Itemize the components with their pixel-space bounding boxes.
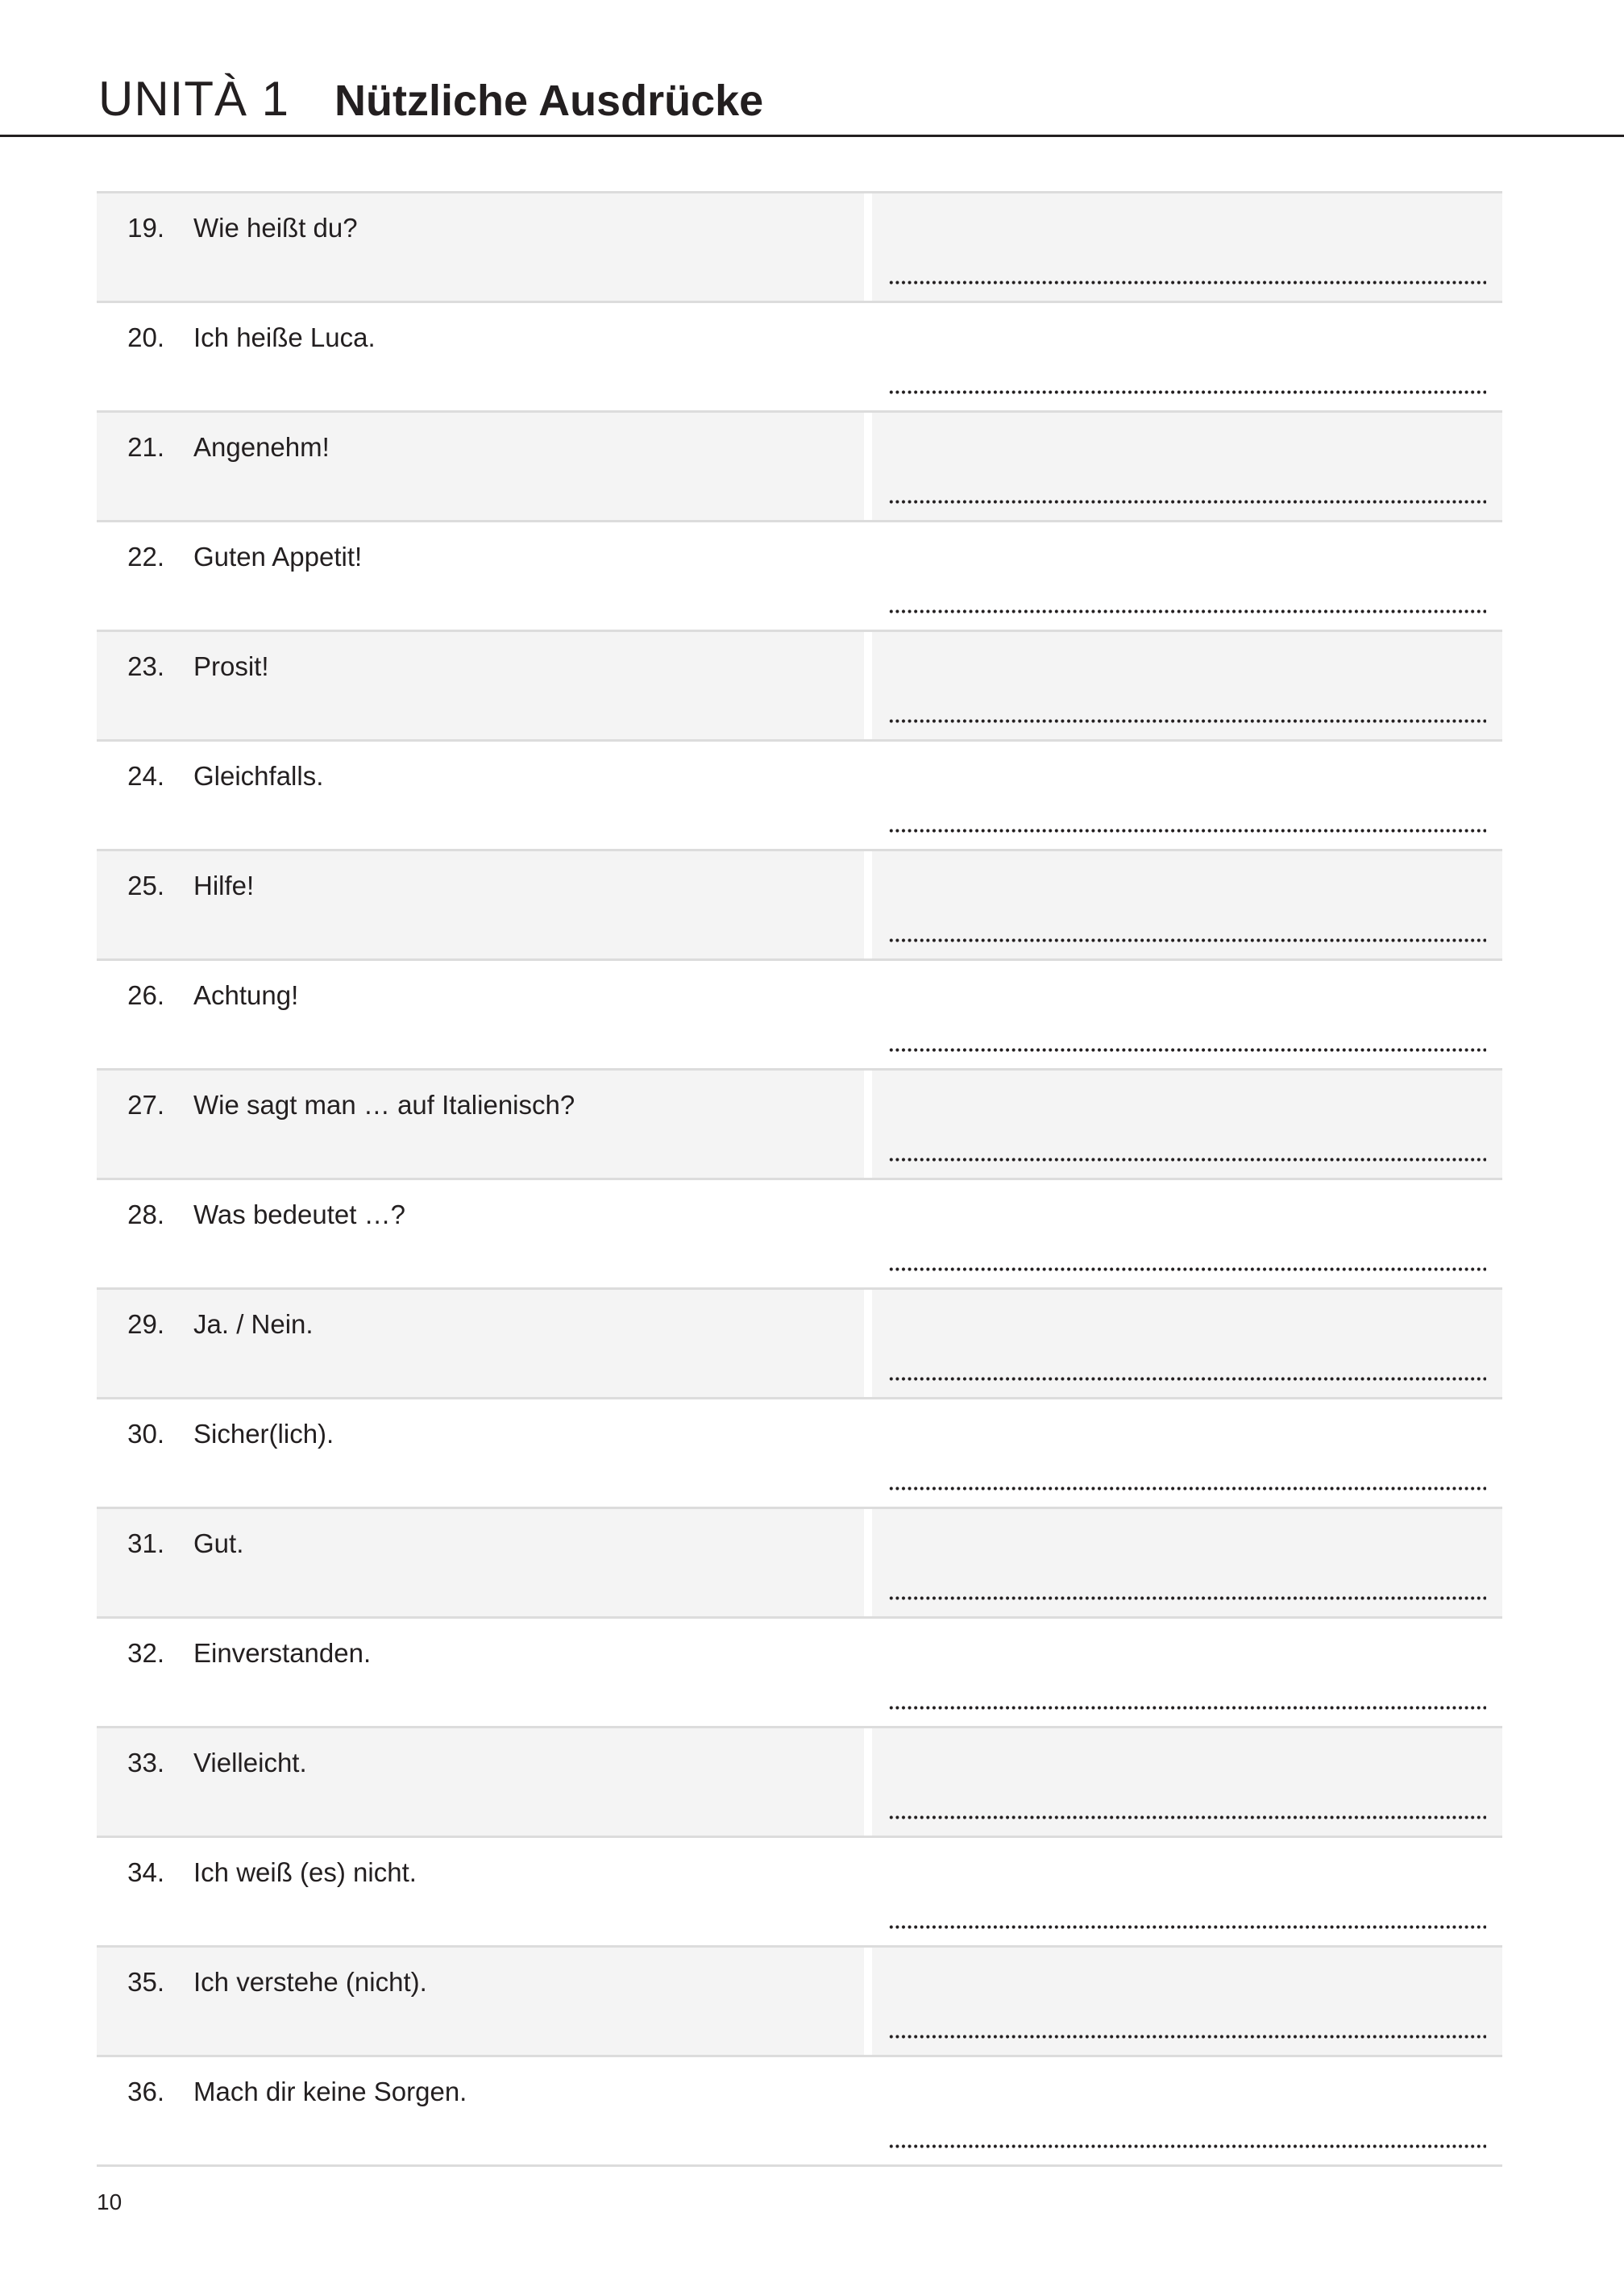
column-gap: [864, 1948, 872, 2055]
answer-dotted-line[interactable]: [888, 1377, 1486, 1381]
phrase-cell: [97, 413, 864, 520]
answer-dotted-line[interactable]: [888, 2144, 1486, 2148]
phrase-cell: [97, 1399, 864, 1507]
table-row: [97, 1948, 1502, 2057]
table-row: [97, 2057, 1502, 2167]
table-row: [97, 1728, 1502, 1838]
table-row: [97, 1071, 1502, 1180]
translation-cell[interactable]: [872, 742, 1502, 849]
row-number: 27.: [127, 1090, 164, 1120]
answer-dotted-line[interactable]: [888, 1158, 1486, 1162]
row-number: 24.: [127, 761, 164, 791]
table-row: [97, 1619, 1502, 1728]
phrase-cell: [97, 1838, 864, 1945]
answer-dotted-line[interactable]: [888, 1267, 1486, 1271]
german-phrase: Prosit!: [193, 651, 269, 681]
unit-label: UNITÀ 1: [98, 72, 290, 126]
column-gap: [864, 1509, 872, 1616]
column-gap: [864, 1071, 872, 1178]
translation-cell[interactable]: [872, 1399, 1502, 1507]
translation-cell[interactable]: [872, 1509, 1502, 1616]
row-number: 29.: [127, 1309, 164, 1339]
translation-cell[interactable]: [872, 1290, 1502, 1397]
row-number: 35.: [127, 1967, 164, 1997]
phrase-cell: [97, 851, 864, 958]
phrase-cell: [97, 1509, 864, 1616]
answer-dotted-line[interactable]: [888, 719, 1486, 723]
translation-cell[interactable]: [872, 413, 1502, 520]
translation-cell[interactable]: [872, 961, 1502, 1068]
page-header: [98, 71, 763, 127]
table-row: [97, 961, 1502, 1071]
translation-cell[interactable]: [872, 851, 1502, 958]
table-row: [97, 1399, 1502, 1509]
german-phrase: Ich heiße Luca.: [193, 322, 376, 352]
row-number: 22.: [127, 542, 164, 572]
row-number: 28.: [127, 1200, 164, 1229]
phrase-cell: [97, 632, 864, 739]
row-number: 31.: [127, 1528, 164, 1558]
answer-dotted-line[interactable]: [888, 390, 1486, 394]
answer-dotted-line[interactable]: [888, 829, 1486, 833]
row-number: 21.: [127, 432, 164, 462]
phrase-cell: [97, 1728, 864, 1836]
column-gap: [864, 193, 872, 301]
answer-dotted-line[interactable]: [888, 938, 1486, 942]
translation-cell[interactable]: [872, 1180, 1502, 1287]
phrase-table: [97, 191, 1502, 2167]
translation-cell[interactable]: [872, 1948, 1502, 2055]
translation-cell[interactable]: [872, 2057, 1502, 2164]
row-number: 34.: [127, 1857, 164, 1887]
column-gap: [864, 413, 872, 520]
translation-cell[interactable]: [872, 1838, 1502, 1945]
translation-cell[interactable]: [872, 522, 1502, 630]
translation-cell[interactable]: [872, 632, 1502, 739]
phrase-cell: [97, 961, 864, 1068]
phrase-cell: [97, 1071, 864, 1178]
column-gap: [864, 1399, 872, 1507]
table-row: [97, 742, 1502, 851]
german-phrase: Guten Appetit!: [193, 542, 363, 572]
column-gap: [864, 303, 872, 410]
column-gap: [864, 2057, 872, 2164]
german-phrase: Mach dir keine Sorgen.: [193, 2077, 467, 2106]
row-number: 20.: [127, 322, 164, 352]
phrase-cell: [97, 1619, 864, 1726]
table-row: [97, 1290, 1502, 1399]
table-row: [97, 303, 1502, 413]
table-row: [97, 1838, 1502, 1948]
column-gap: [864, 1290, 872, 1397]
answer-dotted-line[interactable]: [888, 2035, 1486, 2039]
answer-dotted-line[interactable]: [888, 1048, 1486, 1052]
answer-dotted-line[interactable]: [888, 500, 1486, 504]
column-gap: [864, 961, 872, 1068]
row-number: 36.: [127, 2077, 164, 2106]
german-phrase: Achtung!: [193, 980, 299, 1010]
table-row: [97, 1509, 1502, 1619]
german-phrase: Ja. / Nein.: [193, 1309, 314, 1339]
column-gap: [864, 1619, 872, 1726]
column-gap: [864, 1728, 872, 1836]
german-phrase: Sicher(lich).: [193, 1419, 334, 1449]
translation-cell[interactable]: [872, 303, 1502, 410]
answer-dotted-line[interactable]: [888, 609, 1486, 613]
table-row: [97, 522, 1502, 632]
phrase-cell: [97, 1180, 864, 1287]
german-phrase: Ich weiß (es) nicht.: [193, 1857, 417, 1887]
german-phrase: Hilfe!: [193, 871, 255, 900]
translation-cell[interactable]: [872, 193, 1502, 301]
table-row: [97, 632, 1502, 742]
answer-dotted-line[interactable]: [888, 1815, 1486, 1819]
phrase-cell: [97, 522, 864, 630]
german-phrase: Wie sagt man … auf Italienisch?: [193, 1090, 575, 1120]
column-gap: [864, 851, 872, 958]
chapter-title: Nützliche Ausdrücke: [334, 77, 764, 125]
german-phrase: Wie heißt du?: [193, 213, 358, 243]
table-row: [97, 1180, 1502, 1290]
german-phrase: Ich verstehe (nicht).: [193, 1967, 427, 1997]
phrase-cell: [97, 193, 864, 301]
phrase-cell: [97, 742, 864, 849]
table-row: [97, 413, 1502, 522]
column-gap: [864, 522, 872, 630]
phrase-cell: [97, 1290, 864, 1397]
row-number: 23.: [127, 651, 164, 681]
row-number: 25.: [127, 871, 164, 900]
row-number: 30.: [127, 1419, 164, 1449]
page-number: 10: [97, 2189, 123, 2214]
translation-cell[interactable]: [872, 1619, 1502, 1726]
answer-dotted-line[interactable]: [888, 1486, 1486, 1491]
header-rule: [0, 135, 1624, 137]
column-gap: [864, 1180, 872, 1287]
phrase-cell: [97, 303, 864, 410]
row-number: 32.: [127, 1638, 164, 1668]
answer-dotted-line[interactable]: [888, 281, 1486, 285]
translation-cell[interactable]: [872, 1728, 1502, 1836]
answer-dotted-line[interactable]: [888, 1596, 1486, 1600]
german-phrase: Gut.: [193, 1528, 244, 1558]
table-row: [97, 193, 1502, 303]
answer-dotted-line[interactable]: [888, 1706, 1486, 1710]
german-phrase: Angenehm!: [193, 432, 330, 462]
table-row: [97, 851, 1502, 961]
german-phrase: Gleichfalls.: [193, 761, 324, 791]
column-gap: [864, 1838, 872, 1945]
column-gap: [864, 742, 872, 849]
translation-cell[interactable]: [872, 1071, 1502, 1178]
german-phrase: Einverstanden.: [193, 1638, 372, 1668]
answer-dotted-line[interactable]: [888, 1925, 1486, 1929]
phrase-cell: [97, 1948, 864, 2055]
row-number: 19.: [127, 213, 164, 243]
row-number: 26.: [127, 980, 164, 1010]
phrase-cell: [97, 2057, 864, 2164]
column-gap: [864, 632, 872, 739]
row-number: 33.: [127, 1748, 164, 1778]
german-phrase: Was bedeutet …?: [193, 1200, 405, 1229]
german-phrase: Vielleicht.: [193, 1748, 307, 1778]
